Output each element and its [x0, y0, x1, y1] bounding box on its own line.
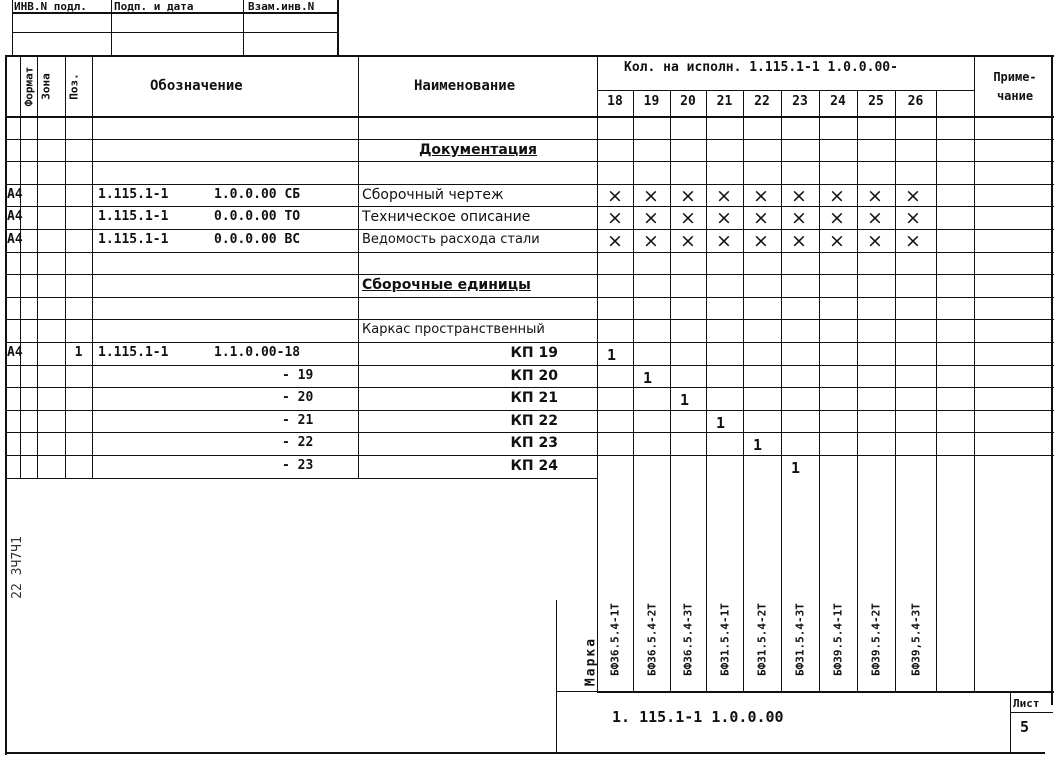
row-name: КП 20	[510, 367, 558, 384]
quantity-mark: 1	[643, 368, 653, 387]
sheet-label: Лист	[1013, 697, 1040, 710]
marka-value: БФ39,5.4-3Т	[909, 603, 922, 676]
header-format: Формат	[22, 66, 36, 107]
grid-line	[5, 410, 1054, 411]
grid-line	[5, 752, 1045, 754]
marka-value: БФ36.5.4-3Т	[681, 603, 695, 676]
grid-line	[337, 0, 339, 56]
sheet-number: 5	[1020, 718, 1030, 736]
grid-line	[5, 387, 1054, 388]
grid-line	[5, 252, 1054, 253]
grid-line	[670, 116, 671, 691]
header-zone: Зона	[39, 73, 53, 100]
variant-header: 22	[754, 94, 770, 109]
applicability-mark: ×	[791, 207, 807, 230]
grid-line	[597, 691, 1054, 693]
grid-line	[5, 116, 1054, 118]
row-pos: 1	[74, 345, 83, 360]
grid-line	[5, 319, 1054, 320]
grid-line	[633, 116, 634, 691]
applicability-mark: ×	[905, 184, 921, 207]
grid-line	[12, 32, 339, 33]
row-designation-b: - 23	[282, 458, 314, 473]
grid-line	[5, 206, 1054, 207]
grid-line	[1051, 55, 1053, 705]
applicability-mark: ×	[680, 184, 696, 207]
header-pos: Поз.	[67, 73, 81, 100]
grid-line	[5, 297, 1054, 298]
applicability-mark: ×	[643, 184, 659, 207]
row-name: Ведомость расхода стали	[362, 232, 540, 247]
grid-line	[92, 55, 93, 116]
row-name: Документация	[418, 141, 538, 158]
applicability-mark: ×	[716, 207, 732, 230]
marka-value: БФ39.5.4-1Т	[831, 603, 845, 676]
grid-line	[1010, 691, 1011, 753]
quantity-mark: 1	[753, 436, 763, 455]
row-designation-b: 1.1.0.00-18	[214, 345, 301, 360]
grid-line	[5, 365, 1054, 366]
applicability-mark: ×	[867, 230, 883, 252]
applicability-mark: ×	[867, 184, 883, 207]
row-designation-b: - 21	[282, 412, 314, 428]
side-note: 22 ЗЧ7Ч1	[9, 536, 25, 599]
applicability-mark: ×	[716, 184, 732, 207]
row-format: А4	[7, 186, 23, 202]
marka-value: БФ31.5.4-1Т	[718, 603, 731, 676]
grid-line	[597, 90, 974, 91]
applicability-mark: ×	[829, 184, 845, 207]
variant-header: 21	[716, 94, 733, 109]
marka-value: БФ31.5.4-3Т	[793, 603, 807, 676]
applicability-mark: ×	[716, 230, 732, 252]
grid-line	[5, 432, 1054, 433]
applicability-mark: ×	[905, 230, 921, 252]
applicability-mark: ×	[753, 184, 769, 207]
applicability-mark: ×	[867, 207, 883, 230]
variant-header: 18	[607, 94, 623, 109]
variant-header: 26	[907, 94, 924, 109]
grid-line	[5, 55, 1054, 57]
row-format: А4	[7, 209, 23, 225]
row-name: КП 22	[510, 412, 558, 429]
stamp-replace-label: Взам.инв.N	[248, 0, 315, 13]
grid-line	[895, 116, 896, 691]
grid-line	[706, 116, 707, 691]
grid-line	[936, 90, 937, 116]
grid-line	[5, 161, 1054, 162]
grid-line	[5, 184, 1054, 185]
row-designation-a: 1.115.1-1	[98, 186, 169, 202]
applicability-mark: ×	[829, 207, 845, 230]
header-note: Приме-чание	[993, 70, 1037, 103]
quantity-mark: 1	[791, 459, 801, 477]
header-qty-title: Кол. на исполн. 1.115.1-1 1.0.0.00-	[624, 60, 898, 75]
grid-line	[5, 274, 1054, 275]
row-designation-a: 1.115.1-1	[98, 345, 169, 360]
variant-header: 24	[830, 94, 846, 109]
grid-line	[1010, 712, 1053, 713]
grid-line	[243, 0, 244, 56]
grid-line	[358, 55, 359, 116]
applicability-mark: ×	[829, 230, 845, 252]
grid-line	[37, 55, 38, 116]
applicability-mark: ×	[753, 230, 769, 252]
marka-value: БФ36.5.4-2Т	[645, 603, 658, 676]
row-designation-b: - 22	[282, 435, 314, 451]
grid-line	[5, 55, 7, 755]
grid-line	[819, 116, 820, 691]
applicability-mark: ×	[680, 207, 696, 230]
grid-line	[5, 229, 1054, 230]
quantity-mark: 1	[607, 346, 617, 364]
applicability-mark: ×	[905, 207, 921, 230]
title-code: 1. 115.1-1 1.0.0.00	[612, 708, 784, 726]
row-designation-a: 1.115.1-1	[98, 209, 169, 225]
grid-line	[12, 0, 13, 56]
variant-header: 19	[643, 94, 660, 109]
variant-header: 23	[792, 94, 808, 109]
row-designation-b: 0.0.0.00 ВС	[214, 232, 301, 247]
applicability-mark: ×	[791, 230, 807, 252]
applicability-mark: ×	[791, 184, 807, 207]
grid-line	[857, 116, 858, 691]
marka-value: БФ39.5.4-2Т	[869, 603, 883, 676]
row-designation-b: - 20	[282, 390, 314, 406]
row-designation-b: 1.0.0.00 СБ	[214, 186, 301, 202]
stamp-sign-label: Подп. и дата	[114, 0, 194, 13]
marka-value: БФ36.5.4-1Т	[608, 603, 622, 676]
row-name: Техническое описание	[362, 209, 531, 226]
applicability-mark: ×	[753, 207, 769, 230]
header-designation: Обозначение	[150, 78, 243, 94]
grid-line	[974, 116, 975, 691]
marka-label: Марка	[583, 636, 599, 687]
grid-line	[556, 600, 557, 753]
applicability-mark: ×	[643, 230, 659, 252]
row-name: КП 23	[510, 435, 558, 452]
applicability-mark: ×	[607, 184, 623, 207]
applicability-mark: ×	[680, 230, 696, 252]
header-name: Наименование	[414, 78, 516, 94]
applicability-mark: ×	[607, 207, 623, 230]
grid-line	[5, 342, 1054, 343]
row-name: КП 19	[510, 345, 558, 361]
grid-line	[5, 455, 1054, 456]
stamp-inv-label: ИНВ.N подл.	[14, 0, 87, 13]
variant-header: 25	[868, 94, 884, 109]
row-name: Сборочный чертеж	[362, 186, 504, 203]
row-name: Каркас пространственный	[362, 322, 545, 338]
grid-line	[5, 478, 597, 479]
marka-value: БФ31.5.4-2Т	[755, 603, 769, 676]
grid-line	[65, 55, 66, 116]
grid-line	[111, 0, 112, 56]
row-format: А4	[7, 232, 23, 247]
row-name: Сборочные единицы	[362, 277, 531, 294]
applicability-mark: ×	[607, 230, 623, 252]
variant-header: 20	[680, 94, 696, 109]
grid-line	[20, 55, 21, 116]
grid-line	[743, 116, 744, 691]
grid-line	[597, 116, 598, 691]
row-name: КП 24	[510, 458, 558, 474]
applicability-mark: ×	[643, 207, 659, 230]
grid-line	[781, 116, 782, 691]
grid-line	[5, 139, 1054, 140]
row-designation-b: 0.0.0.00 ТО	[214, 209, 301, 225]
grid-line	[936, 116, 937, 691]
row-designation-b: - 19	[282, 367, 314, 383]
row-designation-a: 1.115.1-1	[98, 232, 169, 247]
quantity-mark: 1	[716, 413, 726, 432]
row-name: КП 21	[510, 390, 558, 407]
row-format: А4	[7, 345, 23, 360]
quantity-mark: 1	[680, 391, 690, 410]
